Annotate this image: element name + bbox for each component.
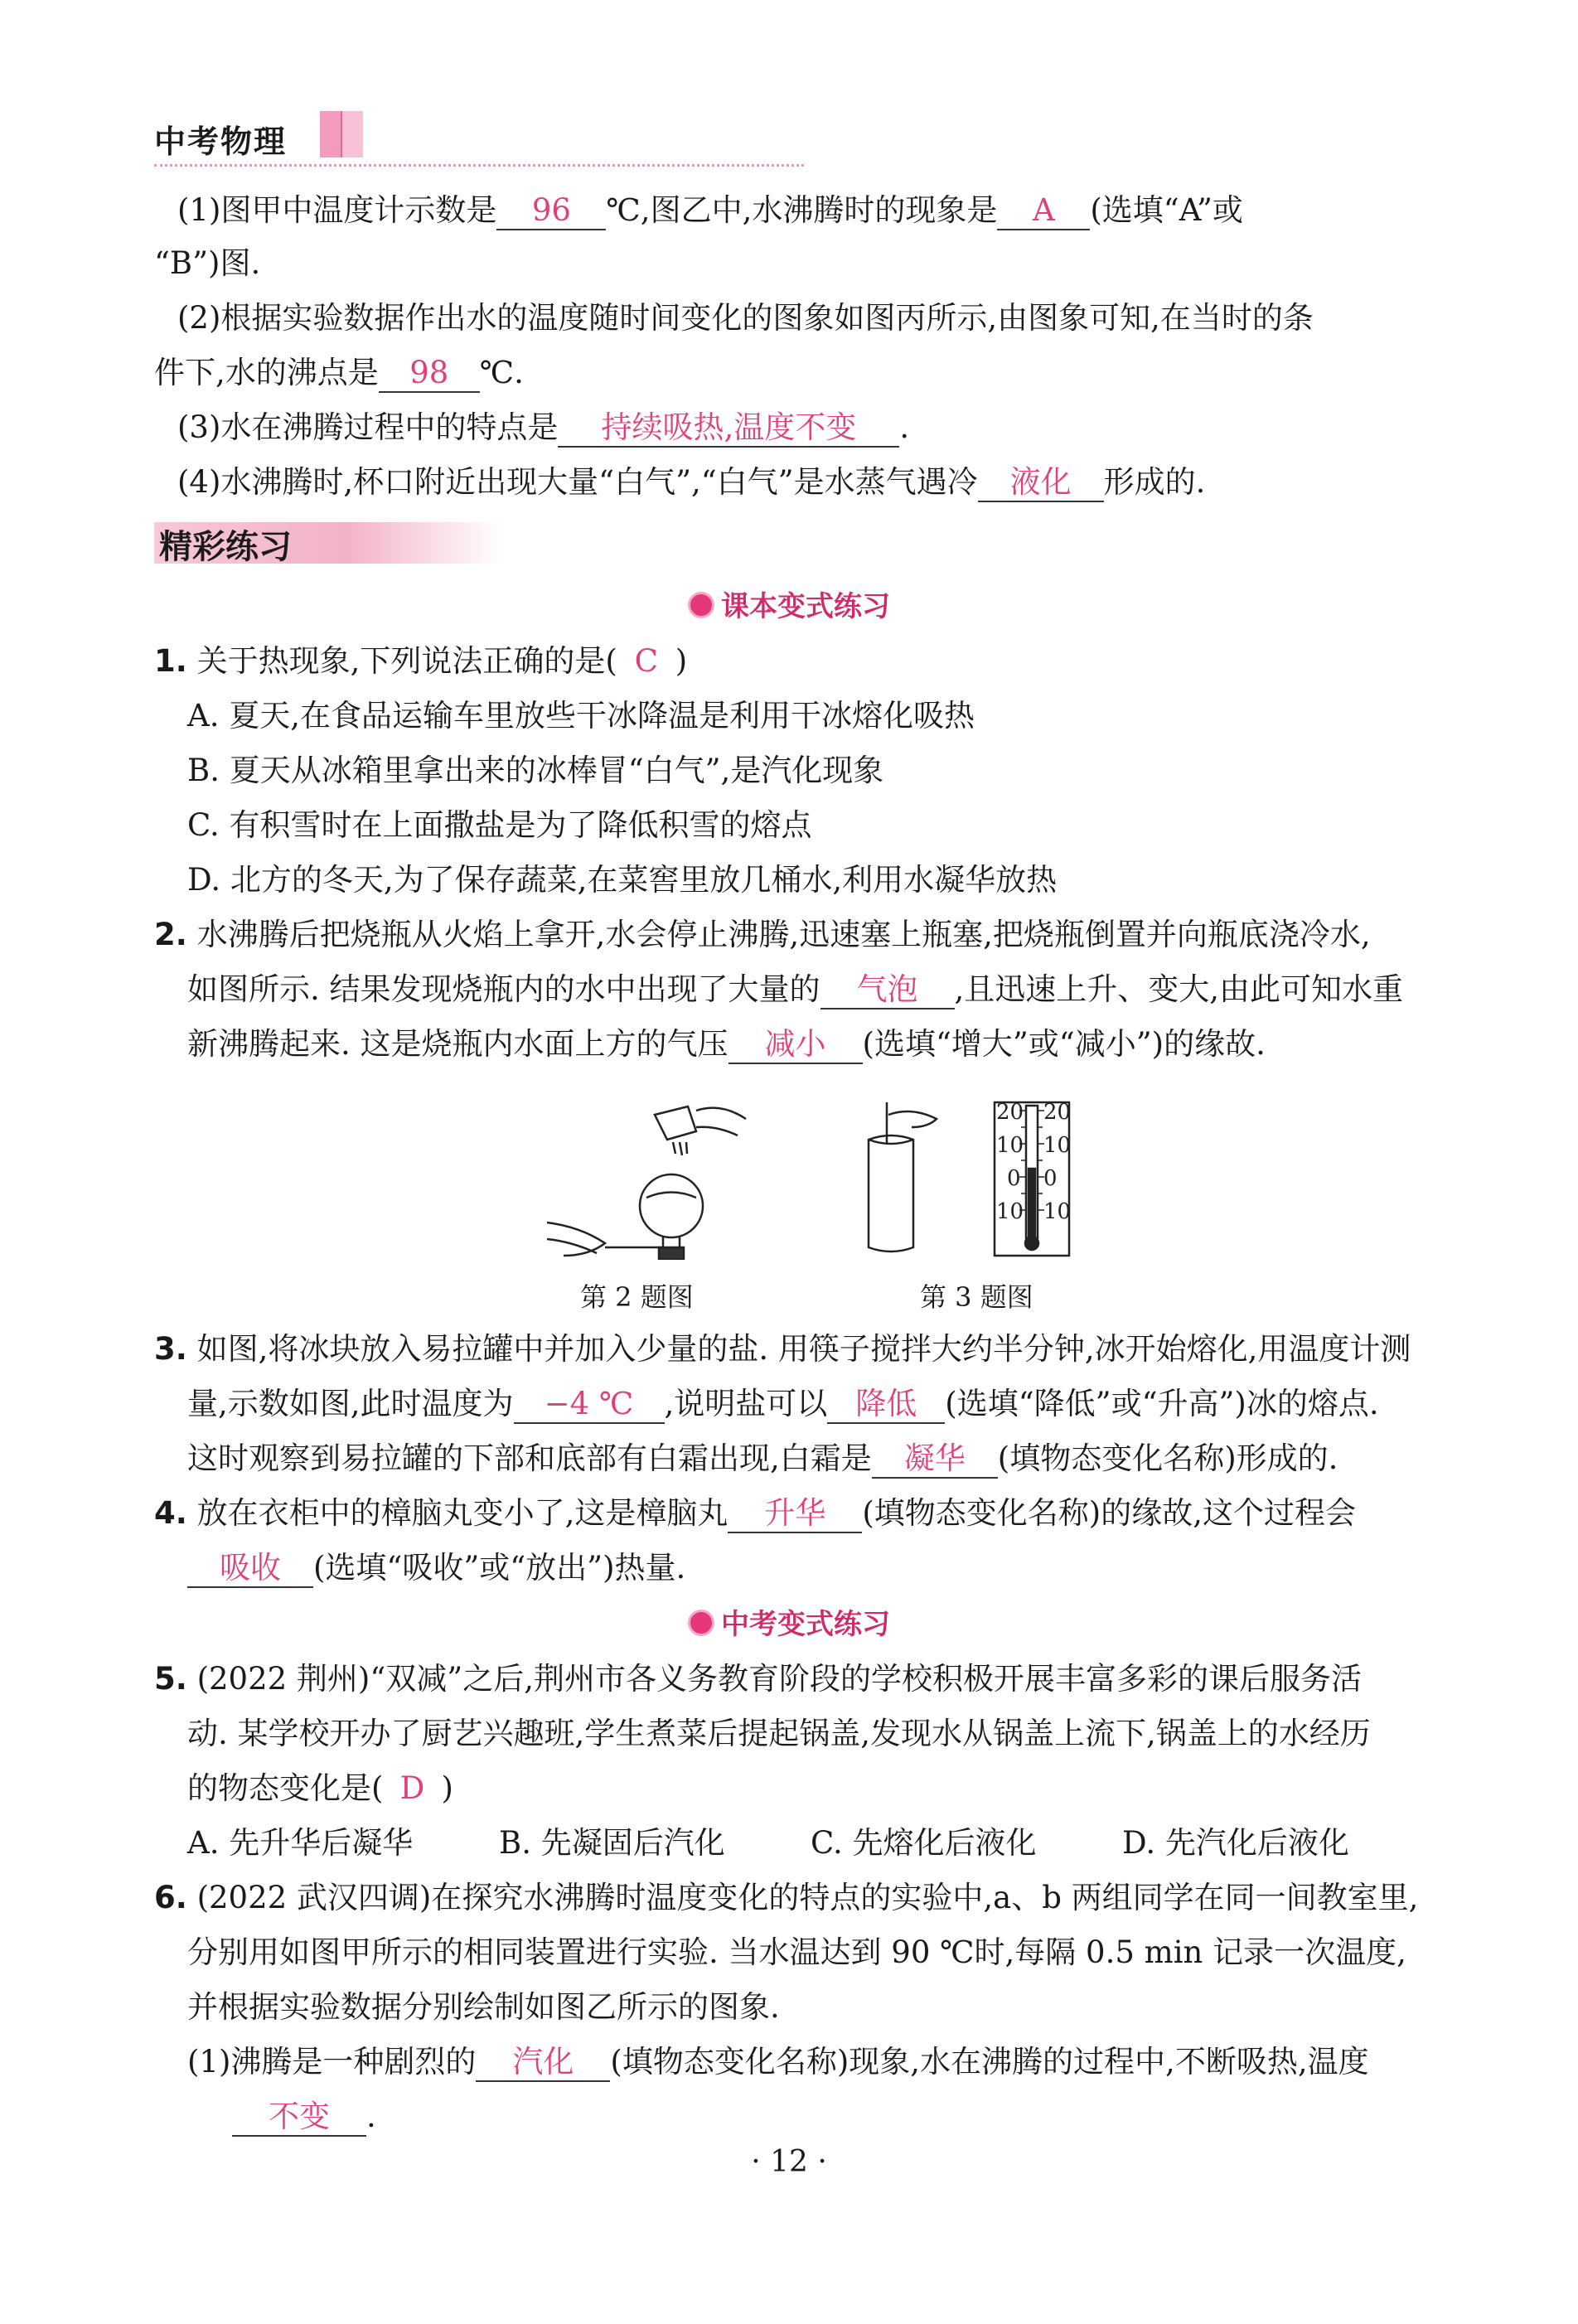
answer-blank: 降低 (827, 1386, 945, 1424)
scale-right-label: 10 (1043, 1133, 1072, 1158)
problem-6-line3: 并根据实验数据分别绘制如图乙所示的图象. (187, 1989, 780, 2025)
problem-5-line1: 5. (2022 荆州)“双减”之后,荆州市各义务教育阶段的学校积极开展丰富多彩的课后服务活 (154, 1661, 1362, 1697)
can-thermometer-figure (854, 1094, 1094, 1260)
answer-blank: 96 (496, 192, 606, 230)
subsection-exam: 中考变式练习 (0, 1601, 1578, 1642)
answer-blank: 液化 (978, 464, 1104, 502)
scale-right-label: 0 (1043, 1166, 1058, 1191)
answer-blank: 升华 (728, 1495, 862, 1533)
problem-1-option-d: D. 北方的冬天,为了保存蔬菜,在菜窖里放几桶水,利用水凝华放热 (187, 862, 1058, 898)
scale-right-label: 20 (1043, 1100, 1072, 1125)
header-title: 中考物理 (154, 123, 288, 160)
answer-blank: 不变 (232, 2099, 366, 2137)
bullet-dot-icon (688, 1610, 714, 1636)
header-divider (154, 164, 804, 167)
intro-q3-line: (3)水在沸腾过程中的特点是 持续吸热,温度不变 . (177, 406, 909, 449)
intro-q4-line: (4)水沸腾时,杯口附近出现大量“白气”,“白气”是水蒸气遇冷 液化 形成的. (177, 461, 1205, 504)
problem-3-line1: 3. 如图,将冰块放入易拉罐中并加入少量的盐. 用筷子搅拌大约半分钟,冰开始熔化,用温度计测 (154, 1331, 1411, 1367)
answer-blank: 吸收 (187, 1550, 313, 1588)
problem-1-option-b: B. 夏天从冰箱里拿出来的冰棒冒“白气”,是汽化现象 (187, 753, 884, 788)
answer-blank: 汽化 (476, 2044, 610, 2082)
problem-6-line2: 分别用如图甲所示的相同装置进行实验. 当水温达到 90 ℃时,每隔 0.5 min 记录一次温度, (187, 1934, 1406, 1970)
intro-q1-line1: (1)图甲中温度计示数是 96 ℃,图乙中,水沸腾时的现象是 A (选填“A”或 (177, 189, 1243, 232)
problem-3-line3: 这时观察到易拉罐的下部和底部有白霜出现,白霜是 凝华 (填物态变化名称)形成的. (187, 1437, 1338, 1480)
problem-5-line3: 的物态变化是( D ) (187, 1767, 453, 1810)
intro-q2-line1: (2)根据实验数据作出水的温度随时间变化的图象如图丙所示,由图象可知,在当时的条 (177, 300, 1314, 336)
intro-q1-line2: “B”)图. (154, 245, 261, 281)
problem-6-sub1-line1: (1)沸腾是一种剧烈的 汽化 (填物态变化名称)现象,水在沸腾的过程中,不断吸热,温度 (187, 2041, 1369, 2084)
option-d: D. 先汽化后液化 (1122, 1825, 1349, 1861)
answer-blank: 凝华 (872, 1440, 998, 1479)
flask-figure (530, 1094, 779, 1260)
scale-left-label: 10 (996, 1199, 1024, 1224)
book-icon (317, 106, 366, 164)
scale-left-label: 0 (1007, 1166, 1021, 1191)
problem-4-line1: 4. 放在衣柜中的樟脑丸变小了,这是樟脑丸 升华 (填物态变化名称)的缘故,这个过程会 (154, 1492, 1356, 1535)
problem-6-sub1-line2: 不变 . (232, 2095, 376, 2138)
problem-2-line1: 2. 水沸腾后把烧瓶从火焰上拿开,水会停止沸腾,迅速塞上瓶塞,把烧瓶倒置并向瓶底浇冷水, (154, 917, 1371, 952)
answer-blank: 98 (379, 355, 480, 393)
option-c: C. 先熔化后液化 (811, 1825, 1037, 1861)
problem-2-line3: 新沸腾起来. 这是烧瓶内水面上方的气压 减小 (选填“增大”或“减小”)的缘故. (187, 1023, 1266, 1066)
scale-left-label: 20 (996, 1100, 1024, 1125)
problem-5-options (187, 1822, 1349, 1865)
figure-2-caption: 第 2 题图 (580, 1281, 694, 1313)
bullet-dot-icon (688, 592, 714, 618)
option-a: A. 先升华后凝华 (187, 1825, 414, 1861)
scale-right-label: 10 (1043, 1199, 1072, 1224)
option-b: B. 先凝固后汽化 (499, 1825, 725, 1861)
answer-blank: 减小 (728, 1026, 863, 1064)
problem-4-line2: 吸收 (选填“吸收”或“放出”)热量. (187, 1547, 685, 1590)
answer-blank: 气泡 (820, 971, 955, 1009)
subsection-textbook: 课本变式练习 (0, 583, 1578, 624)
answer-blank: A (997, 192, 1090, 230)
problem-1-option-a: A. 夏天,在食品运输车里放些干冰降温是利用干冰熔化吸热 (187, 698, 975, 734)
scale-left-label: 10 (996, 1133, 1024, 1158)
answer-choice: D (399, 1770, 425, 1806)
answer-blank: −4 ℃ (514, 1386, 665, 1424)
answer-choice: C (634, 643, 658, 679)
answer-blank: 持续吸热,温度不变 (558, 409, 899, 448)
problem-1-option-c: C. 有积雪时在上面撒盐是为了降低积雪的熔点 (187, 807, 812, 843)
intro-q2-line2: 件下,水的沸点是 98 ℃. (154, 351, 524, 395)
problem-2-line2: 如图所示. 结果发现烧瓶内的水中出现了大量的 气泡 ,且迅速上升、变大,由此可知水重 (187, 968, 1403, 1011)
problem-3-line2: 量,示数如图,此时温度为 −4 ℃ ,说明盐可以 降低 (选填“降低”或“升高”)冰的熔点. (187, 1382, 1379, 1426)
problem-1-stem: 1. 关于热现象,下列说法正确的是( C ) (154, 640, 687, 683)
problem-6-line1: 6. (2022 武汉四调)在探究水沸腾时温度变化的特点的实验中,a、b 两组同学在同一间教室里, (154, 1880, 1419, 1915)
problem-5-line2: 动. 某学校开办了厨艺兴趣班,学生煮菜后提起锅盖,发现水从锅盖上流下,锅盖上的水经历 (187, 1716, 1371, 1751)
figure-3-caption: 第 3 题图 (920, 1281, 1033, 1313)
page-number: · 12 · (751, 2145, 827, 2179)
section-title: 精彩练习 (154, 514, 519, 565)
